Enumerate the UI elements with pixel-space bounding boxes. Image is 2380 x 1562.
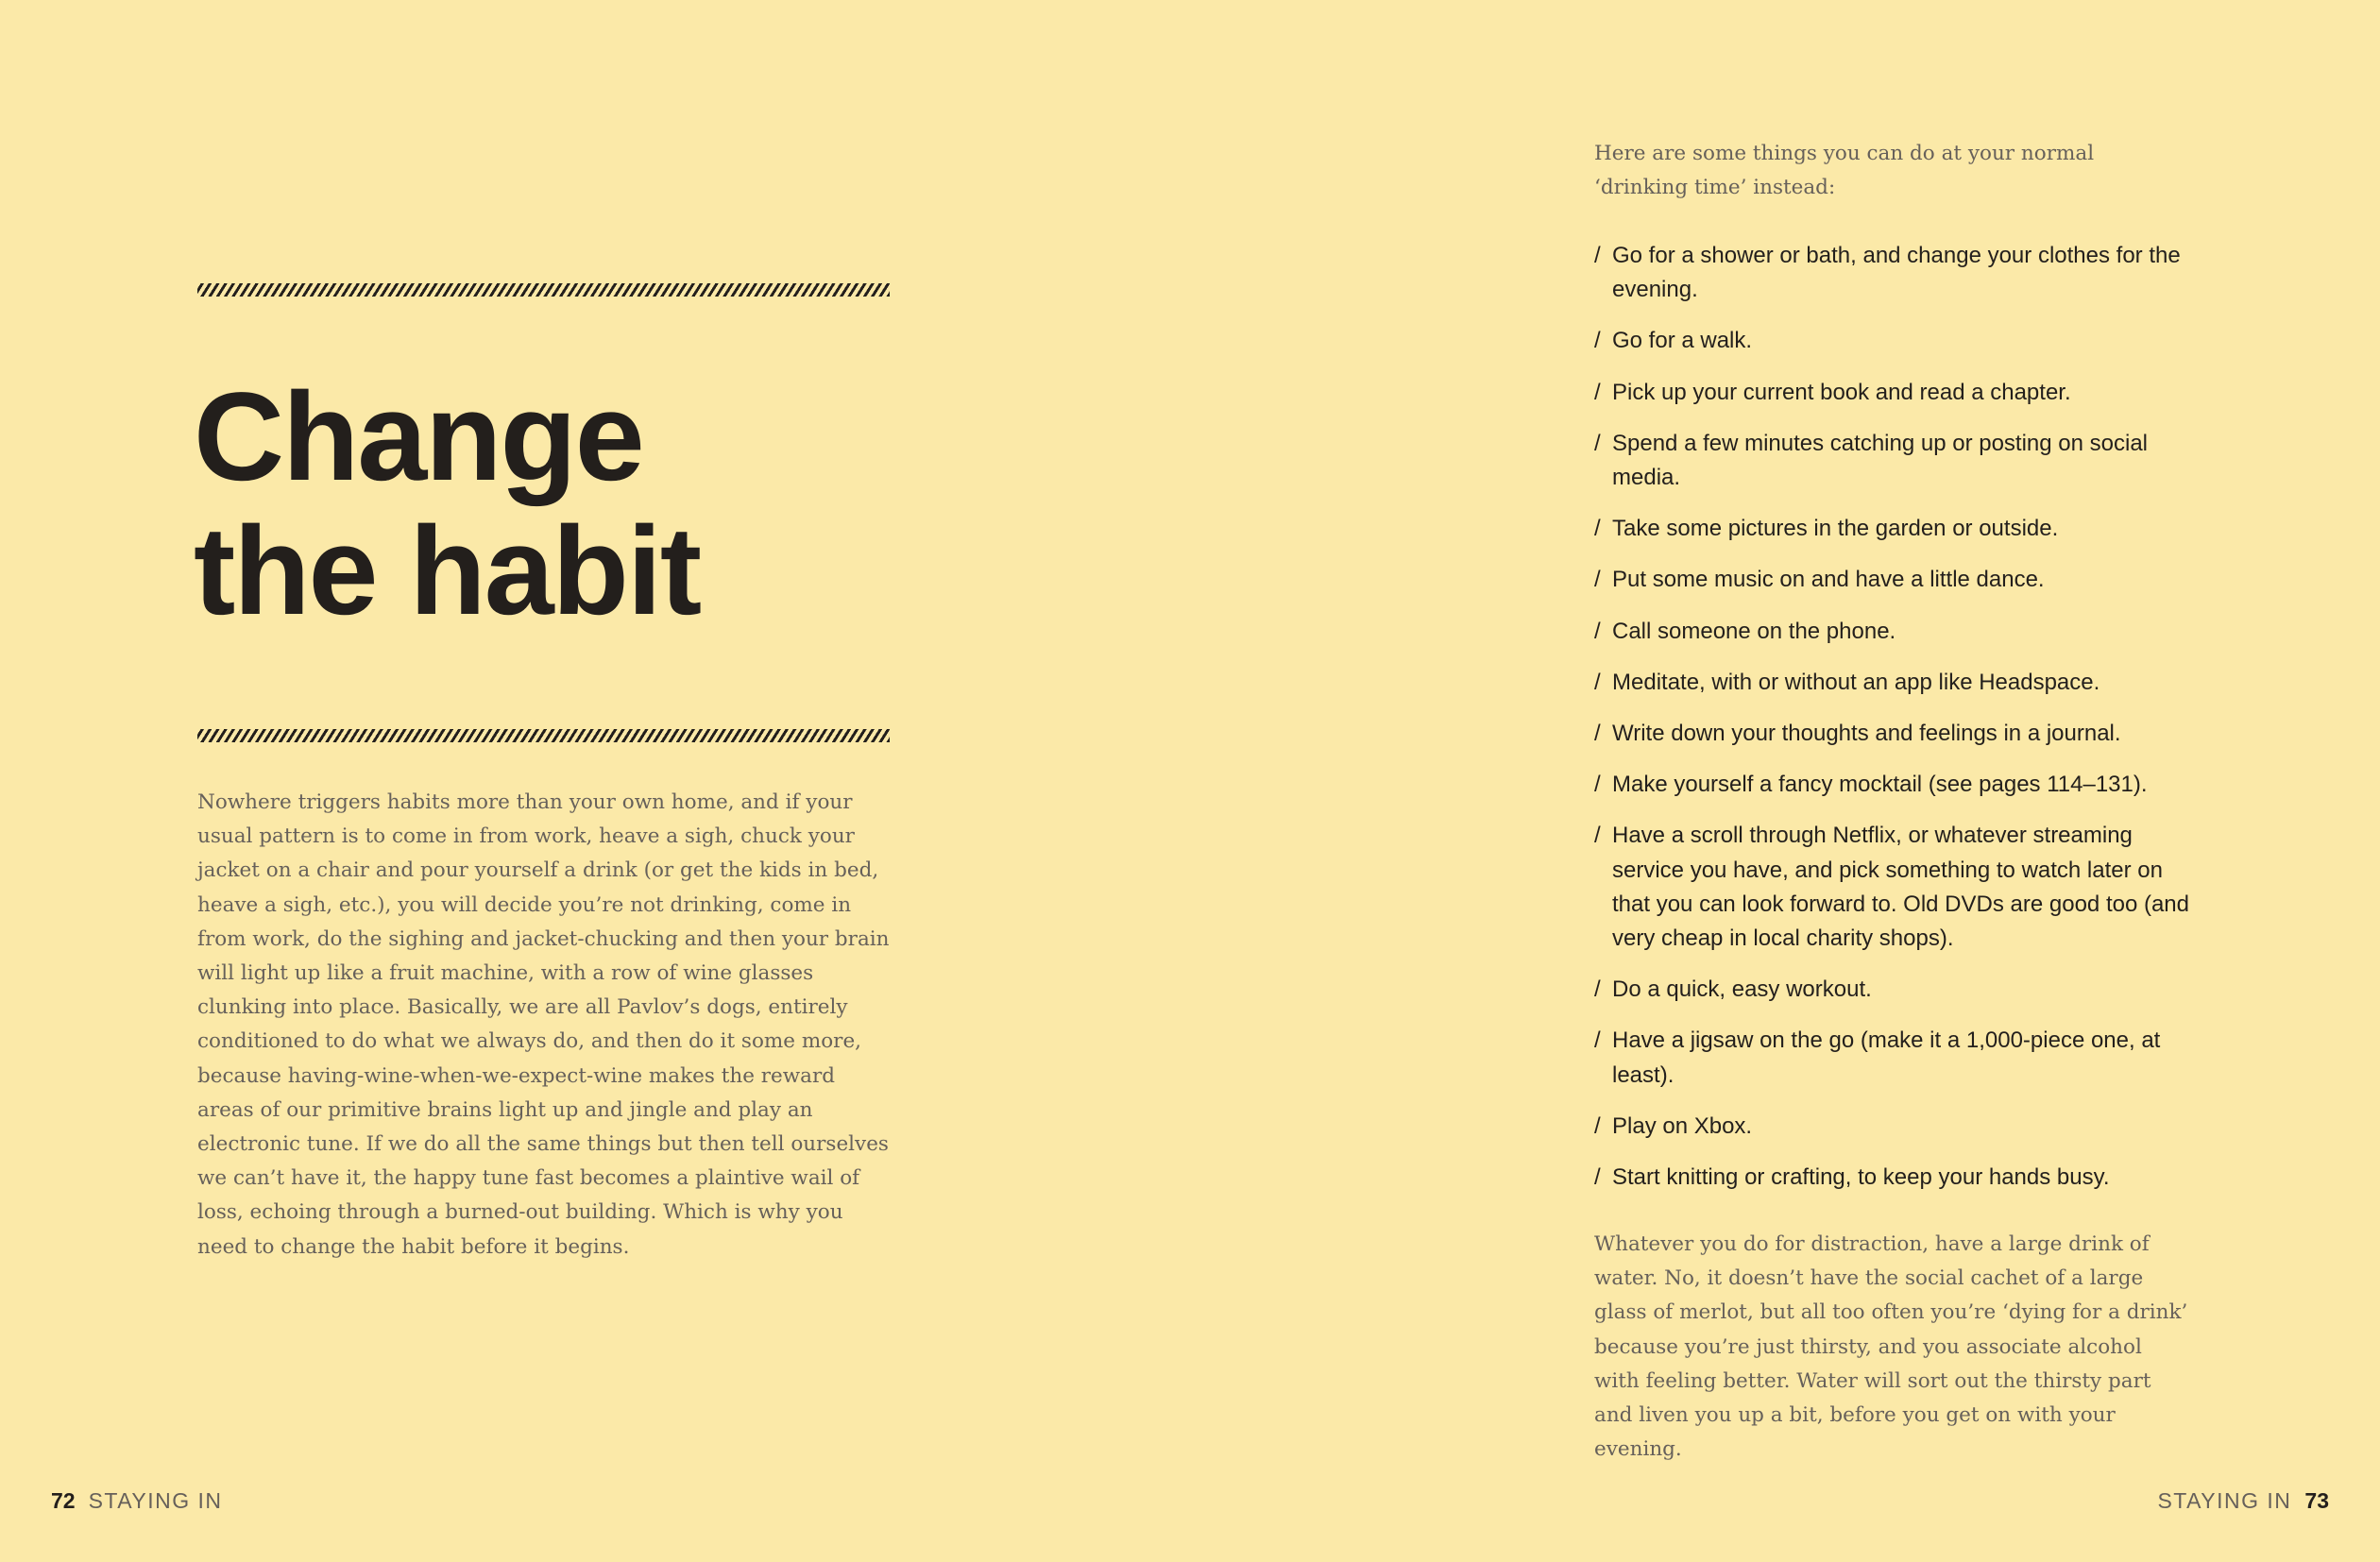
closing-paragraph: Whatever you do for distraction, have a large drink of water. No, it doesn’t have the social cachet of a large glass of merlot, but all too often you’re ‘dying for a drink’ because you’re just thirsty, and you associate alcohol with feeling better. Water will sort out the thirsty part and liven you up a bit, before you get on with your evening. (1594, 1232, 2188, 1462)
list-item-text: Call someone on the phone. (1612, 618, 1896, 644)
slash-bullet: / (1594, 721, 1601, 747)
intro-paragraph: Nowhere triggers habits more than your own home, and if your usual pattern is to come in from work, heave a sigh, chuck your jacket on a chair and pour yourself a drink (or get the kids in bed, heave a sigh, etc.), you will decide you’re not drinking, come in from work, do the sighing and jacket-chucking and then your brain will light up like a fruit machine, with a row of wine glasses clunking into place. Basically, we are all Pavlov’s dogs, entirely conditioned to do what we always do, and then do it some more, because having-wine-when-we-expect-wine makes the reward areas of our primitive brains light up and jingle and play an electronic tune. If we do all the same things but then tell ourselves we can’t have it, the happy tune fast becomes a plaintive wail of loss, echoing through a burned-out building. Which is why you need to change the habit before it begins. (197, 790, 890, 1259)
slash-bullet: / (1594, 618, 1601, 644)
folio-left (51, 1486, 223, 1515)
list-item (1594, 1110, 2199, 1144)
list-item (1594, 819, 2199, 956)
decorative-rule-top (197, 283, 890, 297)
slash-bullet: / (1594, 1112, 1601, 1139)
slash-bullet: / (1594, 328, 1601, 354)
list-item-text: Take some pictures in the garden or outside. (1612, 516, 2059, 542)
slash-bullet: / (1594, 1027, 1601, 1054)
list-item (1594, 324, 2199, 358)
list-item-text: Go for a shower or bath, and change your clothes for the evening. (1612, 243, 2181, 303)
list-item (1594, 563, 2199, 597)
chapter-title (194, 367, 911, 641)
list-item-text: Pick up your current book and read a chapter. (1612, 379, 2071, 405)
running-head-right: STAYING IN (2157, 1488, 2292, 1513)
page-number-right: 73 (2304, 1488, 2329, 1513)
slash-bullet: / (1594, 669, 1601, 695)
list-item-text: Do a quick, easy workout. (1612, 976, 1872, 1003)
slash-bullet: / (1594, 243, 1601, 268)
slash-bullet: / (1594, 516, 1601, 542)
list-item (1594, 768, 2199, 802)
slash-bullet: / (1594, 567, 1601, 593)
slash-bullet: / (1594, 772, 1601, 798)
list-item (1594, 512, 2199, 546)
list-item (1594, 973, 2199, 1007)
list-lead-paragraph: Here are some things you can do at your normal ‘drinking time’ instead: (1594, 142, 2095, 200)
list-item-text: Have a jigsaw on the go (make it a 1,000-piece one, at least). (1612, 1027, 2161, 1088)
running-head-left: STAYING IN (88, 1488, 223, 1513)
list-item-text: Spend a few minutes catching up or posting on social media. (1612, 430, 2149, 491)
slash-bullet: / (1594, 430, 1601, 456)
decorative-rule-bottom (197, 729, 890, 742)
list-item-text: Start knitting or crafting, to keep your hands busy. (1612, 1164, 2110, 1191)
slash-bullet: / (1594, 1164, 1601, 1191)
folio-right (2157, 1486, 2329, 1515)
list-item (1594, 615, 2199, 649)
list-item (1594, 427, 2199, 495)
list-item (1594, 376, 2199, 410)
list-item-text: Put some music on and have a little dance. (1612, 567, 2045, 593)
list-item (1594, 239, 2199, 307)
list-item-text: Go for a walk. (1612, 328, 1753, 354)
list-item-text: Meditate, with or without an app like Headspace. (1612, 669, 2100, 695)
list-item (1594, 1161, 2199, 1195)
chapter-title-line-2: the habit (194, 501, 701, 641)
list-item (1594, 666, 2199, 700)
list-item-text: Have a scroll through Netflix, or whatever streaming service you have, and pick something to watch later on that you can look forward to. Old DVDs are good too (and very cheap in local charity shops). (1612, 823, 2190, 952)
list-item (1594, 1024, 2199, 1092)
activity-list (1594, 239, 2199, 1212)
slash-bullet: / (1594, 379, 1601, 405)
chapter-title-line-1: Change (194, 367, 643, 507)
page-number-left: 72 (51, 1488, 76, 1513)
slash-bullet: / (1594, 823, 1601, 849)
slash-bullet: / (1594, 976, 1601, 1003)
list-item-text: Play on Xbox. (1612, 1112, 1753, 1139)
list-item-text: Write down your thoughts and feelings in a journal. (1612, 721, 2121, 747)
list-item-text: Make yourself a fancy mocktail (see pages 114–131). (1612, 772, 2148, 798)
list-item (1594, 717, 2199, 751)
